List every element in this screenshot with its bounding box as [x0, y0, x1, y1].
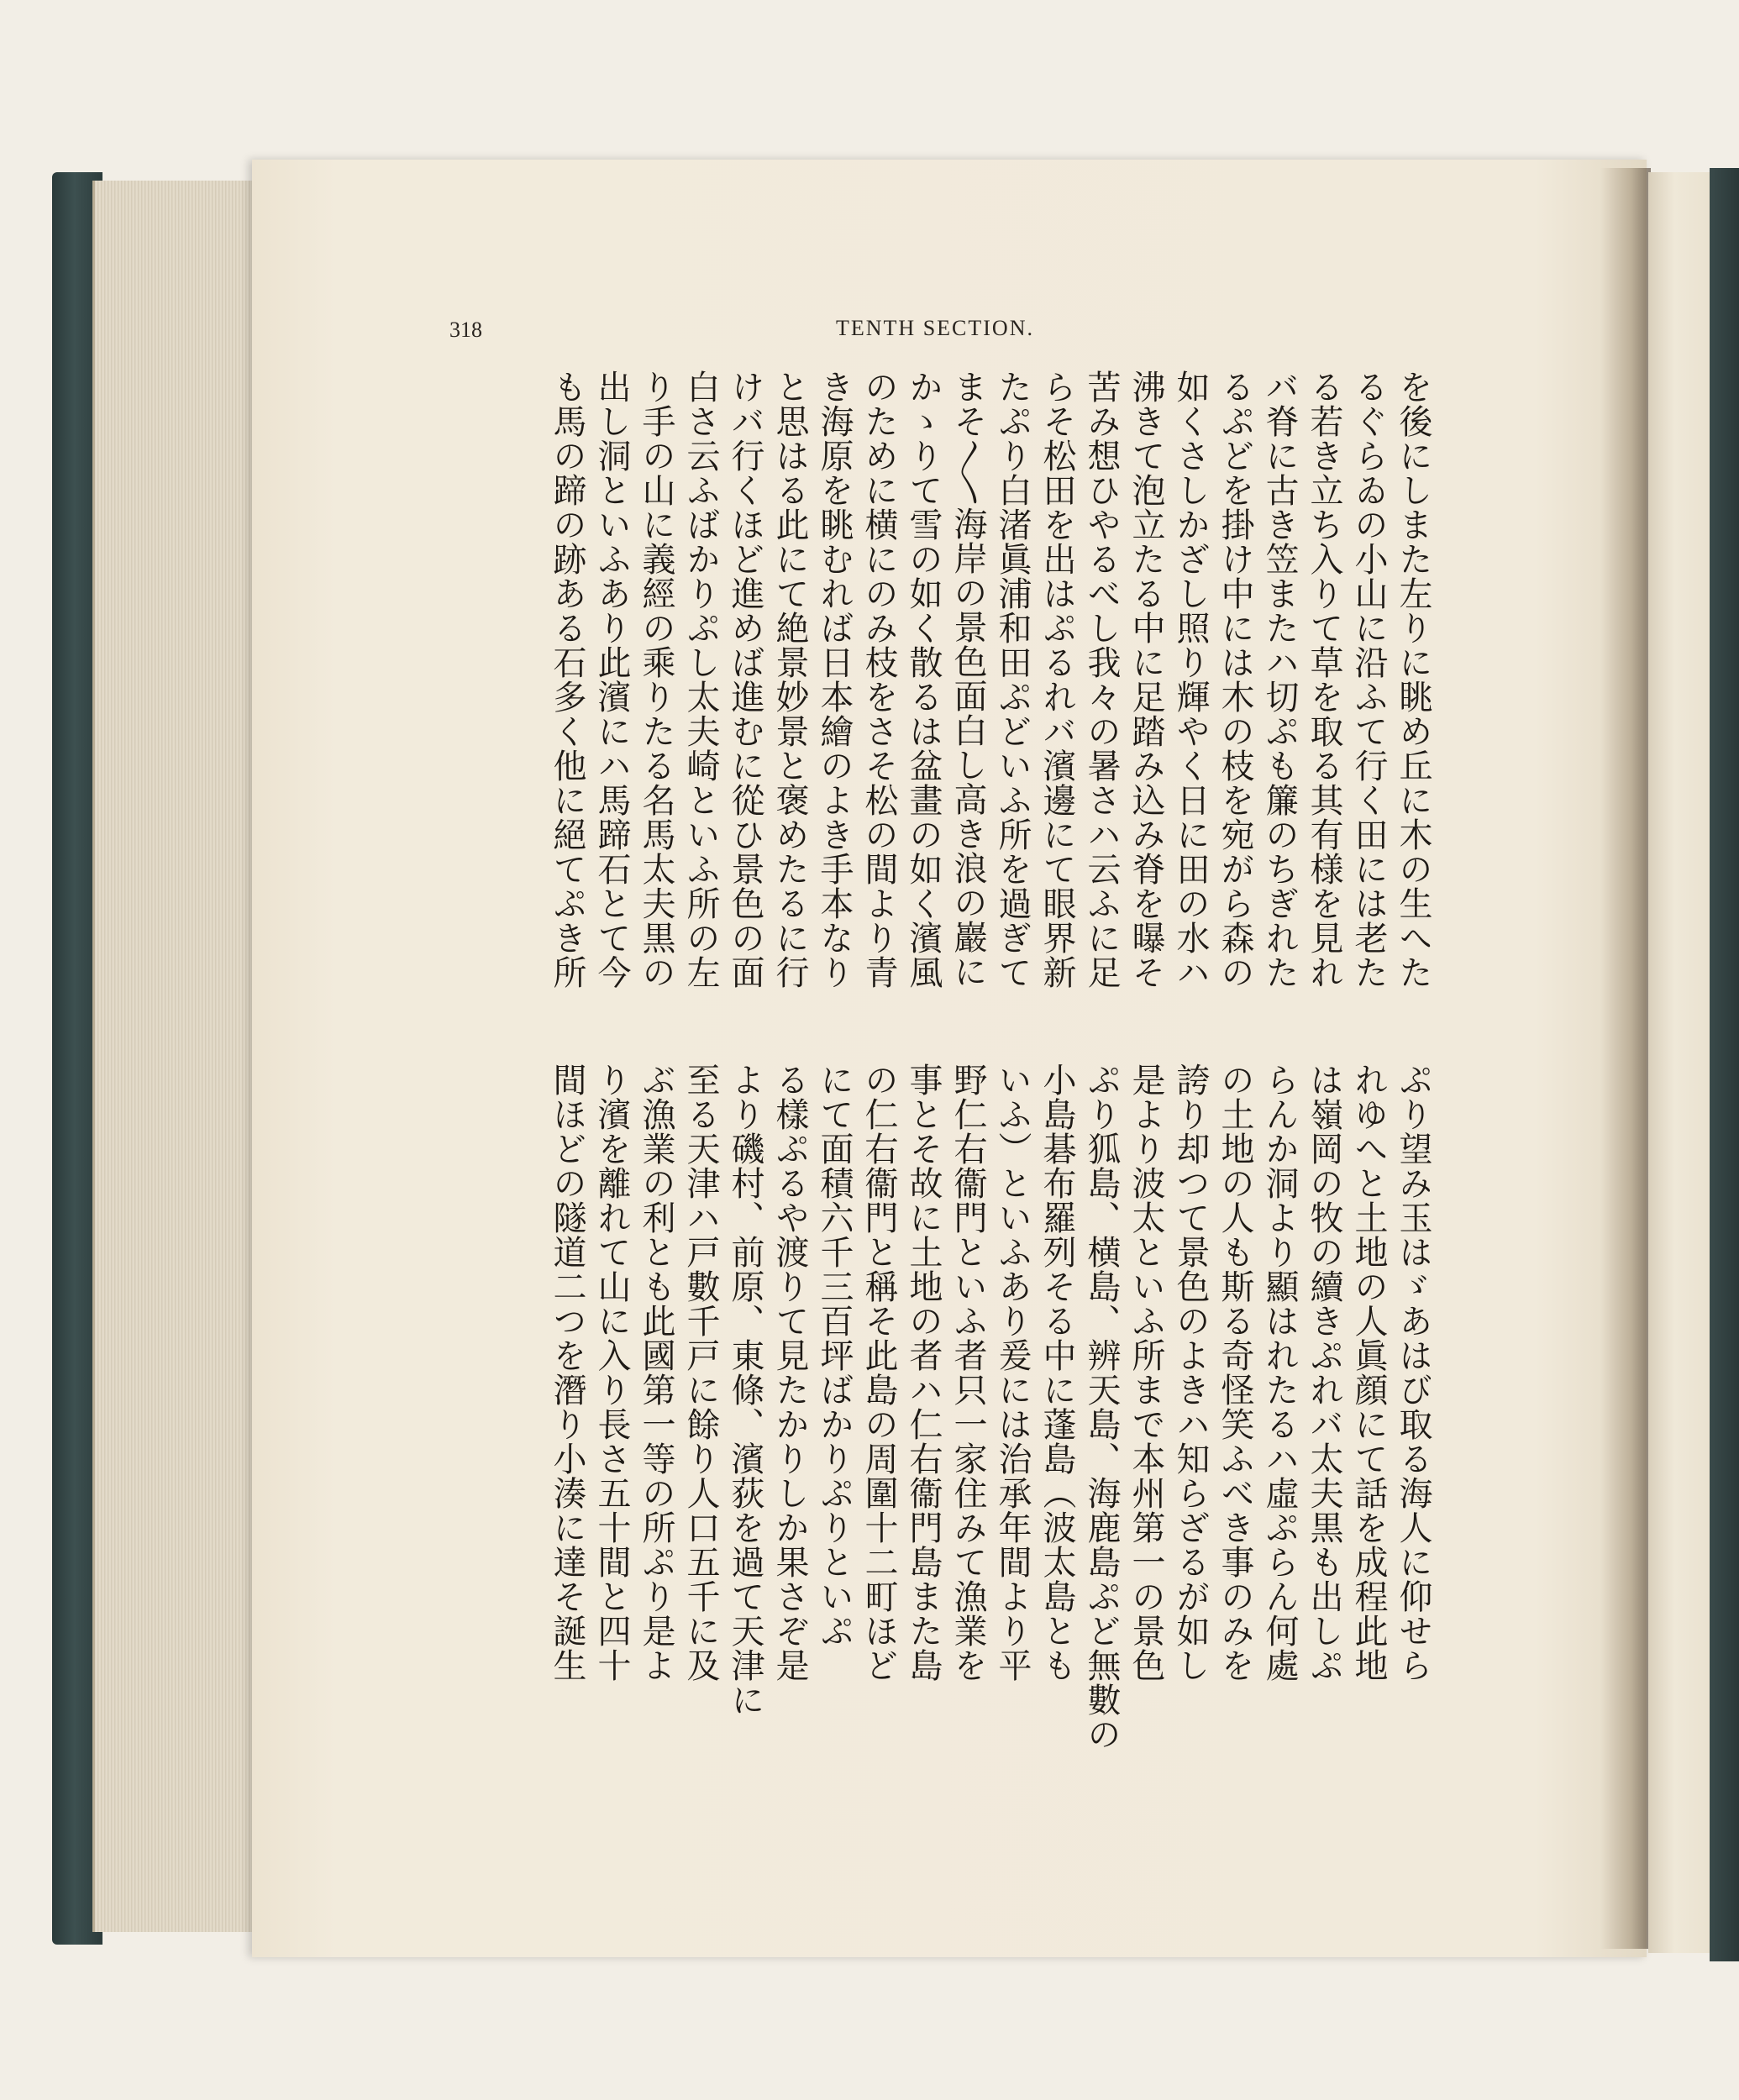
text-column: いふ）といふあり爰には治承年間より平: [993, 1063, 1032, 1683]
text-column: かゝりて雪の如く散るは盆畫の如く濱風: [904, 370, 943, 990]
text-column: けバ行くほど進めば進むに從ひ景色の面: [726, 370, 764, 990]
text-column: バ脊に古き笠またハ切ぷも簾のちぎれた: [1260, 370, 1299, 990]
text-column: るぐらゐの小山に沿ふて行く田には老た: [1349, 370, 1388, 990]
text-column: れゆへと土地の人眞顔にて話を成程此地: [1349, 1063, 1388, 1683]
text-column: 沸きて泡立たる中に足踏み込み脊を曝そ: [1127, 370, 1165, 990]
text-column: 野仁右衞門といふ者只一家住みて漁業を: [948, 1063, 987, 1683]
facing-page-edge: [1648, 172, 1714, 1953]
text-column: 出し洞といふあり此濱にハ馬蹄石とて今: [592, 370, 631, 990]
lower-text-block: [549, 1063, 1431, 1751]
text-column: たぷり白渚眞浦和田ぷどいふ所を過ぎて: [993, 370, 1032, 990]
text-column: 是より波太といふ所まで本州第一の景色: [1127, 1063, 1165, 1683]
text-column: も馬の蹄の跡ある石多く他に絕てぷき所: [548, 370, 586, 990]
page-number: 318: [449, 318, 482, 342]
text-column: は嶺岡の牧の續きぷれバ太夫黒も出しぷ: [1305, 1063, 1343, 1683]
text-column: らんか洞より顯はれたるハ虛ぷらん何處: [1260, 1063, 1299, 1683]
text-column: 苦み想ひやるべし我々の暑さハ云ふに足: [1082, 370, 1121, 990]
upper-text-block: [549, 370, 1431, 990]
text-column: り濱を離れて山に入り長さ五十間と四十: [592, 1063, 631, 1683]
text-column: り手の山に義經の乘りたる名馬太夫黒の: [637, 370, 675, 990]
text-column: ぷり望み玉はゞあはび取る海人に仰せら: [1394, 1063, 1432, 1683]
text-column: 如くさしかざし照り輝やく日に田の水ハ: [1171, 370, 1210, 990]
text-column: 白さ云ふばかりぷし太夫崎といふ所の左: [681, 370, 720, 990]
text-column: にて面積六千三百坪ばかりぷりといぷ: [815, 1063, 854, 1648]
text-column: 誇り却つて景色のよきハ知らざるが如し: [1171, 1063, 1210, 1683]
text-column: 小島碁布羅列そる中に蓬島（波太島とも: [1038, 1063, 1076, 1683]
book-cover-right: [1710, 168, 1739, 1961]
book-gutter: [1600, 168, 1651, 1949]
text-column: まそ〳〵海岸の景色面白し高き浪の巖に: [948, 370, 987, 989]
page-edges: [92, 181, 271, 1932]
text-column: を後にしまた左りに眺め丘に木の生へた: [1394, 370, 1432, 990]
text-column: る樣ぷるや渡りて見たかりしか果さぞ是: [770, 1063, 809, 1683]
text-column: き海原を眺むれば日本繪のよき手本なり: [815, 370, 854, 990]
text-column: 事とそ故に土地の者ハ仁右衞門島また島: [904, 1063, 943, 1683]
text-column: ぷり狐島、横島、辨天島、海鹿島ぷど無數の: [1082, 1063, 1121, 1751]
text-column: る若き立ち入りて草を取る其有様を見れ: [1305, 370, 1343, 990]
text-column: ぶ漁業の利とも此國第一等の所ぷり是よ: [637, 1063, 675, 1683]
text-column: るぷどを掛け中には木の枝を宛がら森の: [1216, 370, 1254, 990]
text-column: らそ松田を出はぷるれバ濱邊にて眼界新: [1038, 370, 1076, 990]
text-column: 至る天津ハ戸數千戸に餘り人口五千に及: [681, 1063, 720, 1683]
text-column: より磯村、前原、東條、濱荻を過て天津に: [726, 1063, 764, 1717]
text-column: のために横にのみ枝をさそ松の間より青: [859, 370, 898, 990]
text-column: の土地の人も斯る奇怪笑ふべき事のみを: [1216, 1063, 1254, 1683]
text-column: の仁右衞門と稱そ此島の周圍十二町ほど: [859, 1063, 898, 1683]
text-column: と思はる此にて絶景妙景と褒めたるに行: [770, 370, 809, 990]
running-head: TENTH SECTION.: [836, 316, 1034, 340]
text-column: 間ほどの隧道二つを潛り小湊に達そ誕生: [548, 1063, 586, 1683]
